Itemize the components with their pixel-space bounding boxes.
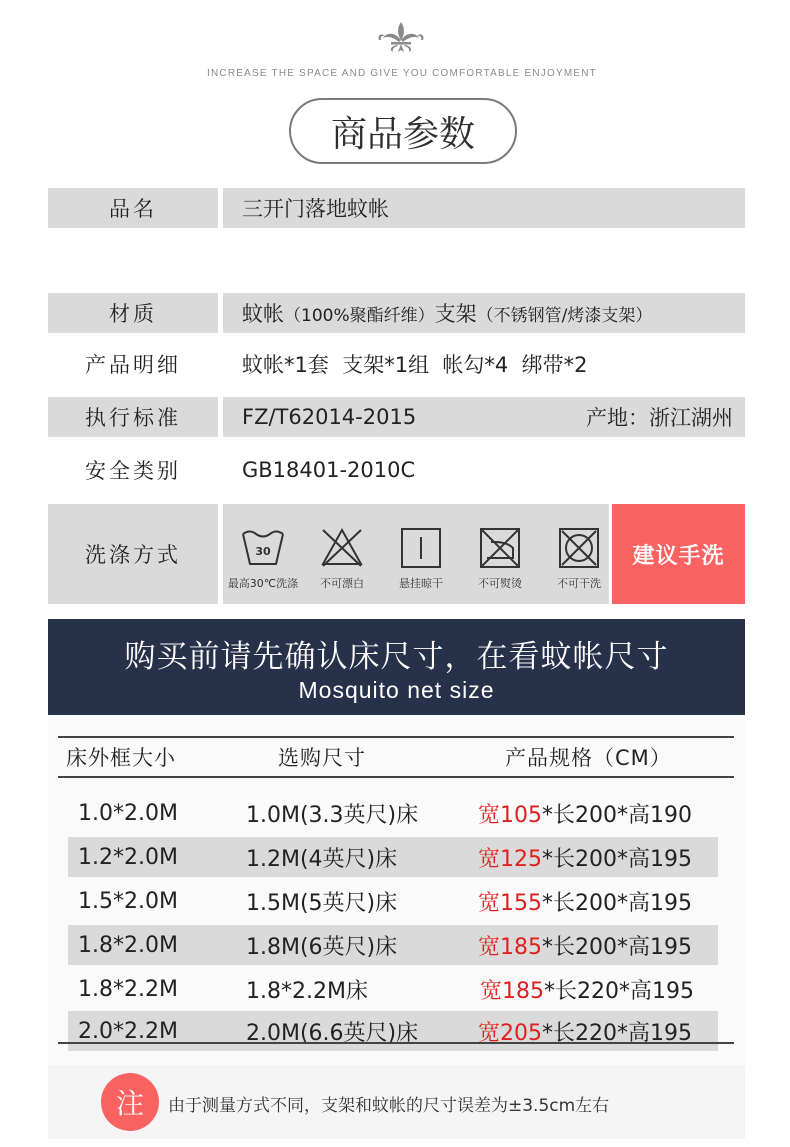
wash-caption: 最高30℃洗涤 — [227, 577, 299, 590]
cell-bed: 1.0*2.0M — [78, 800, 178, 826]
wash-caption: 不可干洗 — [557, 577, 601, 590]
cell-rest: *长200*高195 — [542, 934, 692, 960]
cell-buy: 2.0M(6.6英尺)床 — [246, 1020, 419, 1046]
param-value: 蚊帐*1套 支架*1组 帐勾*4 绑带*2 — [242, 353, 588, 377]
header-spec: 产品规格（CM） — [505, 746, 672, 770]
wash-caption: 悬挂晾干 — [399, 577, 443, 590]
note-badge: 注 — [101, 1073, 159, 1131]
material-frame: 支架 — [434, 302, 477, 326]
cell-width: 宽185 — [478, 934, 542, 960]
wash-row — [48, 504, 745, 604]
param-row-standard — [48, 397, 745, 437]
cell-buy: 1.0M(3.3英尺)床 — [246, 802, 419, 828]
wash-icons — [223, 504, 609, 604]
cell-rest: *长200*高195 — [542, 846, 692, 872]
header-purchase-size: 选购尺寸 — [278, 746, 366, 770]
fleur-de-lis-ornament-icon — [375, 20, 427, 54]
table-row — [68, 793, 718, 833]
cell-width: 宽105 — [478, 802, 542, 828]
param-label: 安全类别 — [85, 459, 181, 483]
cell-buy: 1.2M(4英尺)床 — [246, 846, 398, 872]
table-row — [68, 969, 718, 1009]
cell-rest: *长220*高195 — [544, 978, 694, 1004]
note-box — [48, 1065, 745, 1139]
cell-spec — [480, 969, 694, 1009]
banner-title: 购买前请先确认床尺寸，在看蚊帐尺寸 — [124, 639, 669, 675]
cell-bed: 1.8*2.0M — [78, 932, 178, 958]
table-row — [68, 925, 718, 965]
param-label: 产品明细 — [85, 353, 181, 377]
size-banner — [48, 619, 745, 715]
cell-rest: *长200*高195 — [542, 890, 692, 916]
cell-spec — [478, 837, 692, 877]
cell-bed: 1.5*2.0M — [78, 888, 178, 914]
param-row-safety — [48, 450, 745, 490]
param-value: 三开门落地蚊帐 — [223, 188, 745, 228]
no-dry-clean-icon — [539, 526, 619, 591]
cell-width: 宽205 — [478, 1020, 542, 1046]
wash-30-icon — [223, 526, 303, 591]
cell-spec — [478, 1011, 692, 1051]
wash-caption: 不可漂白 — [320, 577, 364, 590]
cell-width: 宽125 — [478, 846, 542, 872]
param-label: 品名 — [48, 188, 218, 228]
cell-bed: 1.8*2.2M — [78, 976, 178, 1002]
param-row-material — [48, 293, 745, 333]
origin-value: 产地：浙江湖州 — [586, 406, 733, 430]
cell-rest: *长200*高190 — [542, 802, 692, 828]
param-row-name — [48, 188, 745, 228]
material-frame-note: （不锈钢管/烤漆支架） — [476, 305, 653, 326]
tagline: INCREASE THE SPACE AND GIVE YOU COMFORTABLE ENJOYMENT — [207, 68, 597, 79]
no-bleach-icon — [302, 526, 382, 591]
size-table — [58, 736, 734, 778]
cell-bed: 2.0*2.2M — [78, 1018, 178, 1044]
no-iron-icon — [460, 526, 540, 591]
material-net-note: （100%聚酯纤维） — [284, 305, 435, 326]
wash-caption: 不可熨烫 — [478, 577, 522, 590]
size-table-header — [58, 736, 734, 778]
wash-label: 洗涤方式 — [48, 504, 218, 604]
param-label: 执行标准 — [48, 397, 218, 437]
cell-bed: 1.2*2.0M — [78, 844, 178, 870]
param-value — [223, 397, 745, 437]
cell-buy: 1.5M(5英尺)床 — [246, 890, 398, 916]
param-label: 材质 — [48, 293, 218, 333]
cell-buy: 1.8M(6英尺)床 — [246, 934, 398, 960]
cell-spec — [478, 881, 692, 921]
hang-dry-icon — [381, 526, 461, 591]
note-text: 由于测量方式不同，支架和蚊帐的尺寸误差为±3.5cm左右 — [168, 1096, 610, 1116]
cell-spec — [478, 793, 692, 833]
section-title-text: 商品参数 — [330, 113, 475, 155]
section-title — [289, 98, 517, 164]
cell-width: 宽185 — [480, 978, 544, 1004]
cell-spec — [478, 925, 692, 965]
param-value — [223, 293, 745, 333]
header-bed-size: 床外框大小 — [66, 746, 176, 770]
cell-rest: *长220*高195 — [542, 1020, 692, 1046]
standard-code: FZ/T62014-2015 — [242, 405, 417, 429]
svg-text:30: 30 — [255, 545, 271, 558]
hand-wash-badge: 建议手洗 — [612, 504, 745, 604]
banner-subtitle: Mosquito net size — [298, 677, 495, 703]
table-row — [68, 881, 718, 921]
table-row — [68, 1011, 718, 1051]
material-net: 蚊帐 — [242, 302, 284, 326]
table-row — [68, 837, 718, 877]
param-value: GB18401-2010C — [242, 458, 416, 482]
cell-width: 宽155 — [478, 890, 542, 916]
param-row-detail — [48, 344, 745, 384]
size-table-box — [48, 715, 745, 1065]
table-bottom-rule — [58, 1042, 734, 1044]
cell-buy: 1.8*2.2M床 — [246, 978, 368, 1004]
